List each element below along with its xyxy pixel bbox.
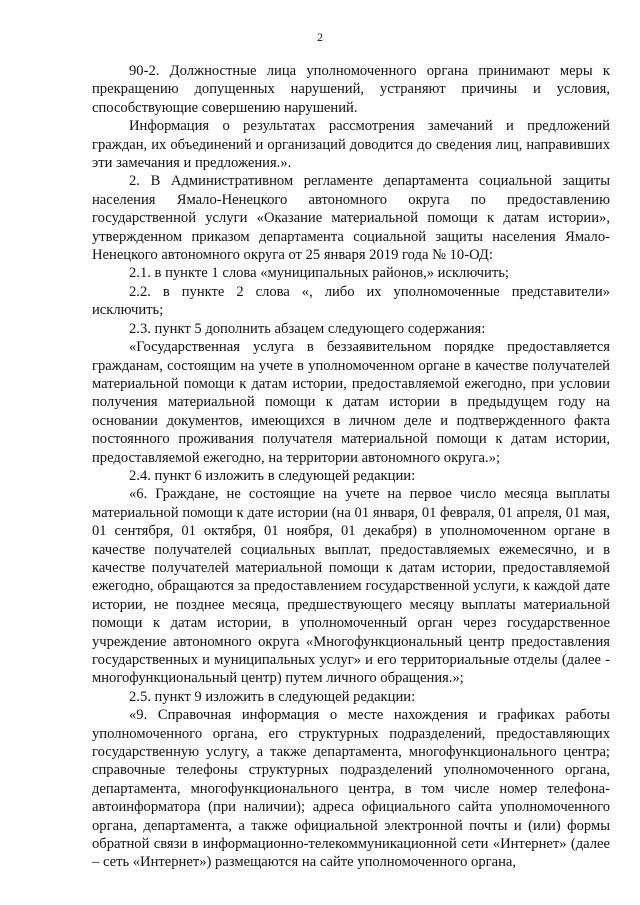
paragraph-quote-point-9: «9. Справочная информация о месте нахождения и графиках работы уполномоченного органа, его структурных подразделений, предоставляющих государственную услугу, а также департамента, многофункционального центра; справочные телефоны структурных подразделений уполномоченного органа, департамента, многофункционального центра, в том числе номер телефона-автоинформатора (при наличии); адреса официального сайта уполномоченного органа, департамента, а также официальной электронной почты и (или) формы обратной связи в информационно-телекоммуникационной сети «Интернет» (далее – сеть «Интернет») размещаются на сайте уполномоченного органа,	[92, 707, 610, 871]
paragraph-information-results: Информация о результатах рассмотрения замечаний и предложений граждан, их объединений и организаций доводится до сведения лиц, направивших эти замечания и предложения.».	[92, 118, 610, 172]
paragraph-item-2-1: 2.1. в пункте 1 слова «муниципальных районов,» исключить;	[129, 265, 509, 282]
paragraph-item-2-2: 2.2. в пункте 2 слова «, либо их уполномоченные представители» исключить;	[92, 283, 610, 319]
paragraph-90-2: 90-2. Должностные лица уполномоченного органа принимают меры к прекращению допущенных нарушений, устраняют причины и условия, способствующие совершению нарушений.	[92, 63, 610, 116]
page-number: 2	[317, 30, 323, 44]
paragraph-quote-point-5: «Государственная услуга в беззаявительном порядке предоставляется гражданам, состоящим на учете в уполномоченном органе в качестве получателей материальной помощи к датам истории, предоставляемой ежегодно, при условии получения материальной помощи к датам истории в предыдущем году на основании документов, имеющихся в личном деле и подтвержденного факта постоянного проживания получателя материальной помощи к датам истории, предоставляемой ежегодно, на территории автономного округа.»;	[92, 339, 610, 466]
paragraph-item-2-3: 2.3. пункт 5 дополнить абзацем следующего содержания:	[129, 320, 486, 337]
paragraph-item-2-5: 2.5. пункт 9 изложить в следующей редакции:	[129, 688, 416, 705]
paragraph-item-2: 2. В Административном регламенте департамента социальной защиты населения Ямало-Ненецкого автономного округа по предоставлению государственной услуги «Оказание материальной помощи к датам истории», утвержденном приказом департамента социальной защиты населения Ямало-Ненецкого автономного округа от 25 января 2019 года № 10-ОД:	[92, 173, 610, 264]
paragraph-item-2-4: 2.4. пункт 6 изложить в следующей редакции:	[129, 467, 416, 484]
paragraph-quote-point-6: «6. Граждане, не состоящие на учете на первое число месяца выплаты материальной помощи к дате истории (на 01 января, 01 февраля, 01 апреля, 01 мая, 01 сентября, 01 октября, 01 ноября, 01 декабря) в уполномоченном органе в качестве получателей социальных выплат, предоставляемых ежемесячно, и в качестве получателей материальной помощи к датам истории, предоставляемой ежегодно, обращаются за предоставлением государственной услуги, к каждой дате истории, не позднее месяца, предшествующего месяцу выплаты материальной помощи к датам истории, в уполномоченный орган через государственное учреждение автономного округа «Многофункциональный центр предоставления государственных и муниципальных услуг» и его территориальные отделы (далее - многофункциональный центр) путем личного обращения.»;	[92, 486, 610, 687]
document-body	[92, 62, 610, 872]
